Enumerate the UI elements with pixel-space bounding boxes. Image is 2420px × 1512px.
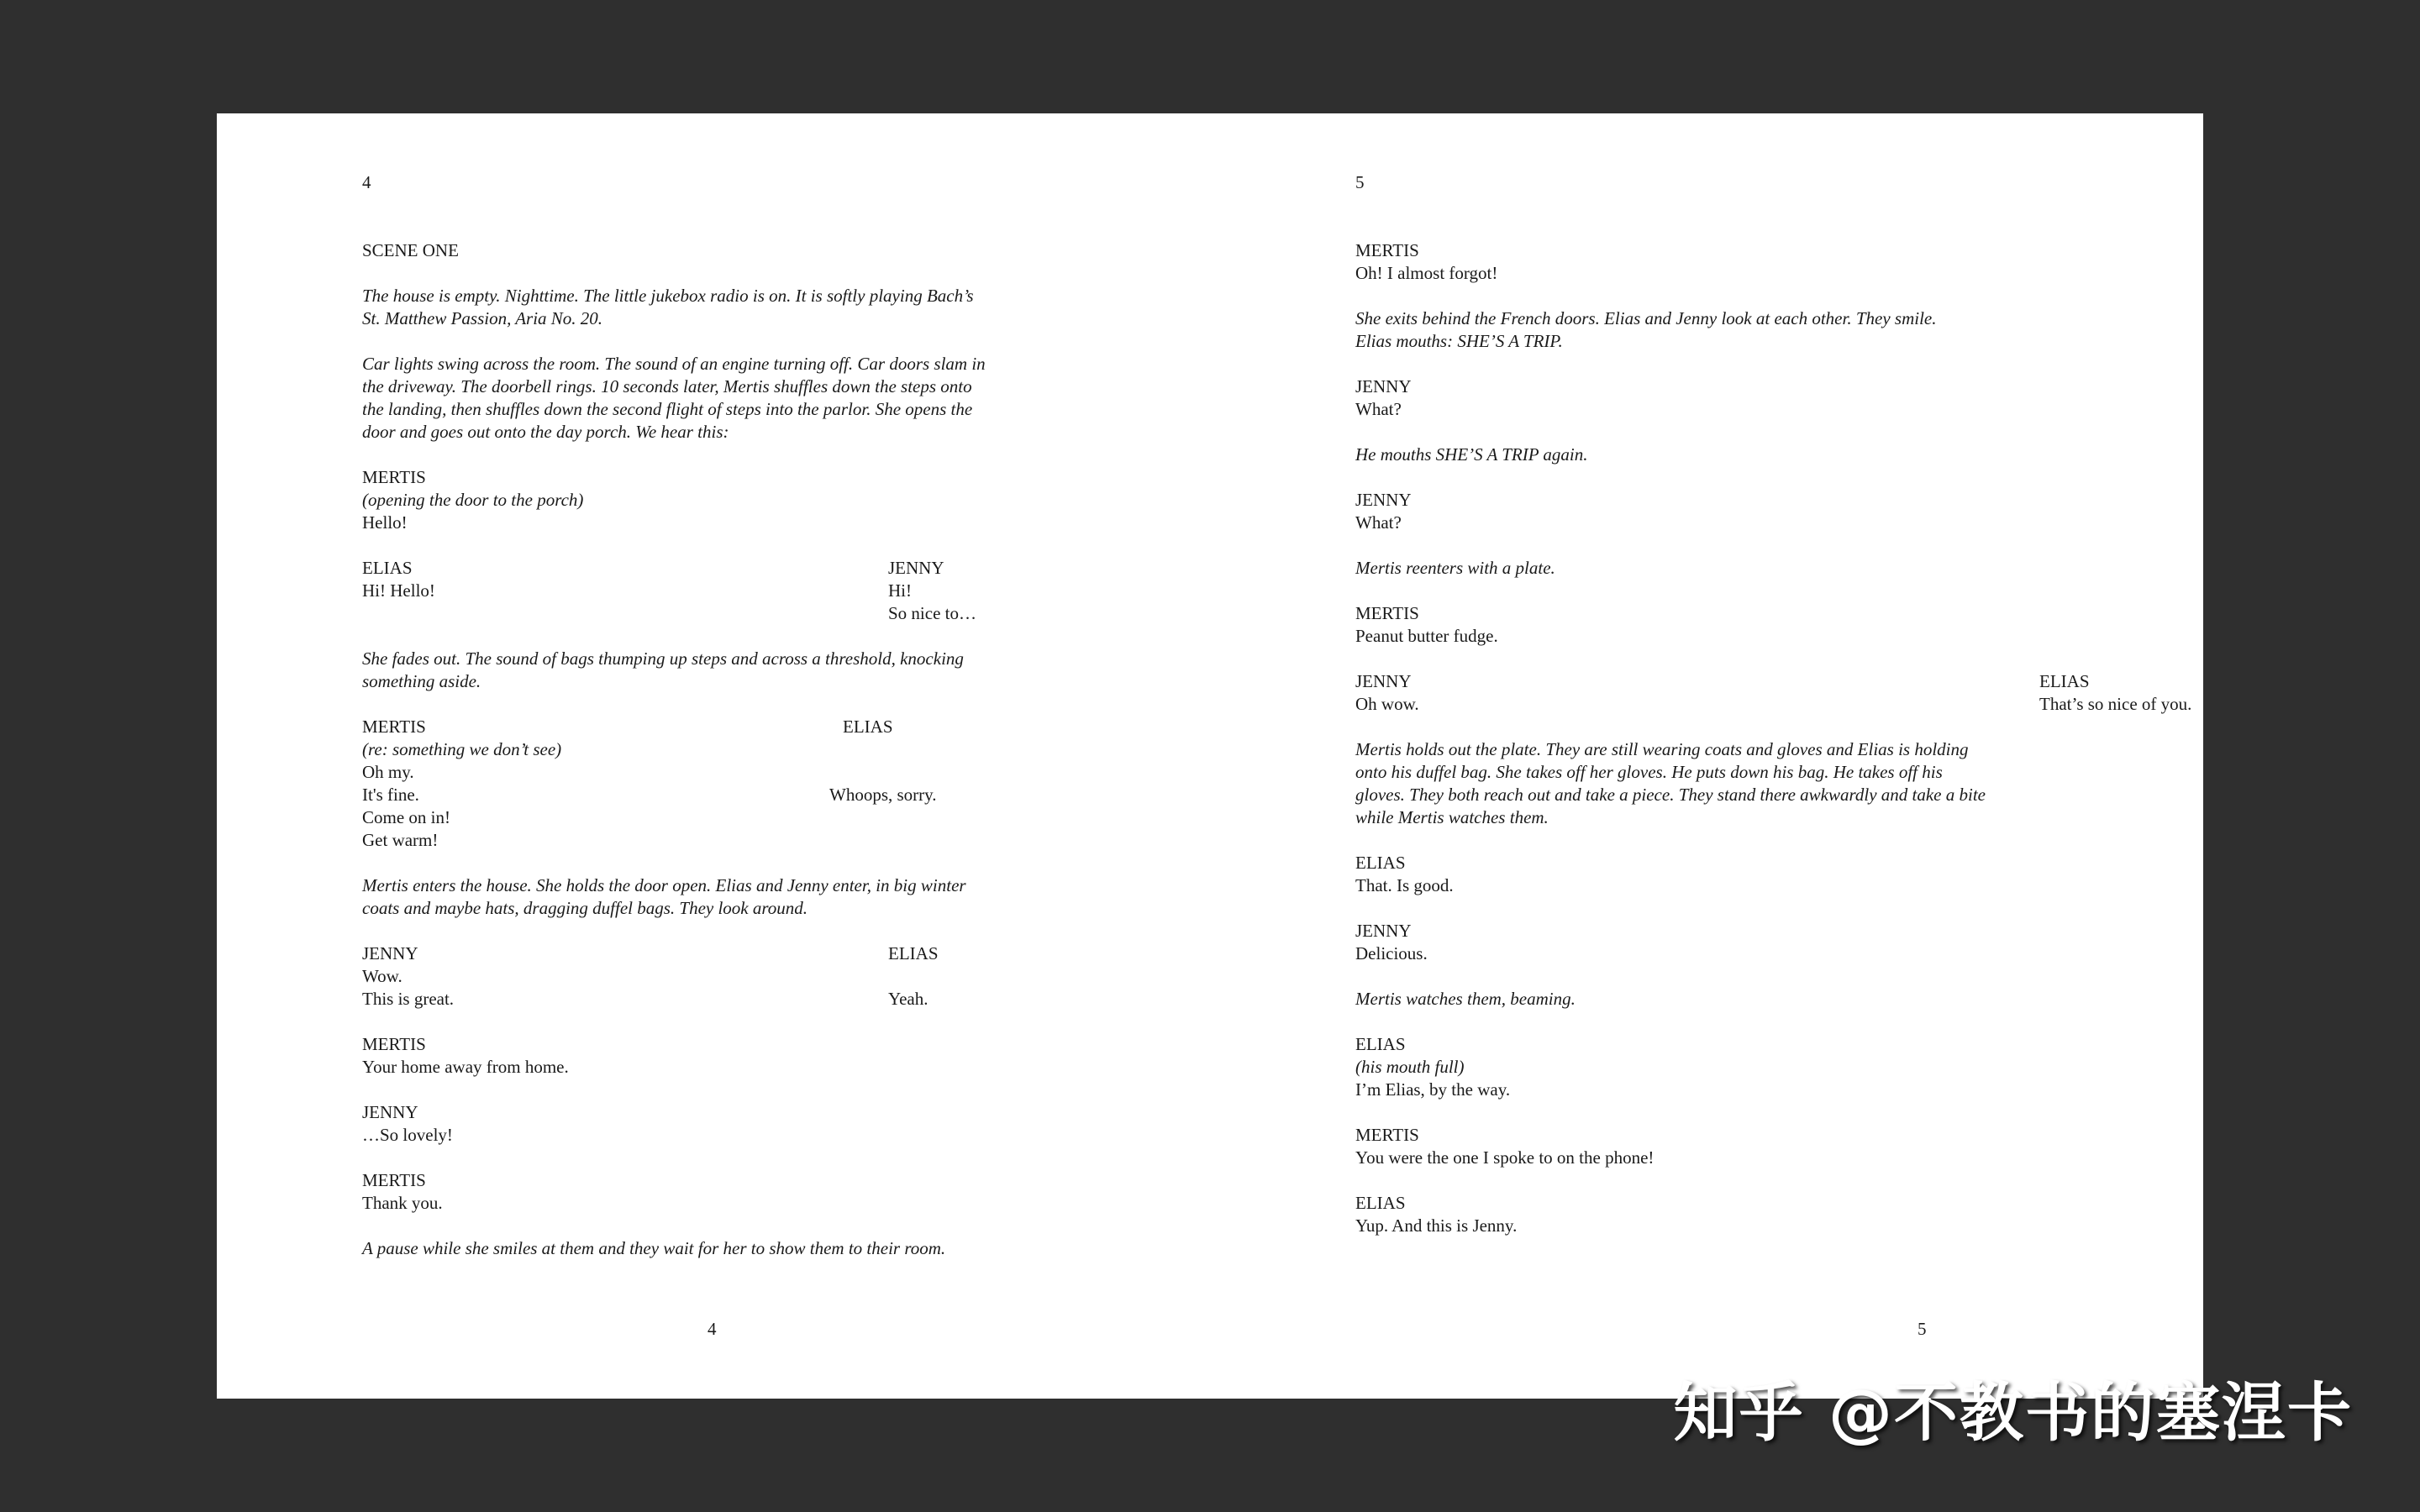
dialogue-line: Oh my.: [362, 762, 414, 782]
dialogue-line: Hi!: [888, 580, 912, 601]
character-name: JENNY: [362, 943, 418, 963]
dialogue-line: Wow.: [362, 966, 402, 986]
character-name: MERTIS: [362, 1170, 426, 1190]
stage-direction: Mertis reenters with a plate.: [1355, 558, 1555, 578]
page-header-number: 5: [1355, 172, 1365, 192]
dialogue-line: Yup. And this is Jenny.: [1355, 1215, 1518, 1236]
character-name: ELIAS: [2039, 671, 2090, 691]
stage-direction: Mertis enters the house. She holds the door open. Elias and Jenny enter, in big winter: [362, 875, 966, 895]
page-header-number: 4: [362, 172, 371, 192]
stage-direction: The house is empty. Nighttime. The little jukebox radio is on. It is softly playing Bach’s: [362, 286, 974, 306]
dialogue-line: Peanut butter fudge.: [1355, 626, 1498, 646]
dialogue-line: Hi! Hello!: [362, 580, 435, 601]
stage-direction: She exits behind the French doors. Elias and Jenny look at each other. They smile.: [1355, 308, 1937, 328]
dialogue-line: You were the one I spoke to on the phone!: [1355, 1147, 1655, 1168]
right-page: [1210, 113, 2203, 1399]
character-name: ELIAS: [1355, 853, 1406, 873]
dialogue-line: This is great.: [362, 989, 455, 1009]
dialogue-line: Come on in!: [362, 807, 450, 827]
left-page: [217, 113, 1210, 1399]
scene-heading: SCENE ONE: [362, 240, 459, 260]
stage-direction: gloves. They both reach out and take a piece. They stand there awkwardly and take a bite: [1355, 785, 1986, 805]
dialogue-line: What?: [1355, 399, 1402, 419]
dialogue-line: It's fine.: [362, 785, 419, 805]
stage-direction: onto his duffel bag. She takes off her gloves. He puts down his bag. He takes off his: [1355, 762, 1943, 782]
dialogue-line: Delicious.: [1355, 943, 1428, 963]
character-name: JENNY: [362, 1102, 418, 1122]
dialogue-line: …So lovely!: [362, 1125, 453, 1145]
character-name: MERTIS: [362, 717, 426, 737]
character-name: ELIAS: [1355, 1193, 1406, 1213]
character-name: MERTIS: [1355, 1125, 1419, 1145]
stage-direction: Car lights swing across the room. The sound of an engine turning off. Car doors slam in: [362, 354, 986, 374]
dialogue-line: So nice to…: [888, 603, 976, 623]
stage-direction: She fades out. The sound of bags thumping up steps and across a threshold, knocking: [362, 648, 964, 669]
character-name: MERTIS: [362, 1034, 426, 1054]
stage-direction: something aside.: [362, 671, 481, 691]
character-name: JENNY: [1355, 921, 1412, 941]
stage-direction: Mertis watches them, beaming.: [1355, 989, 1576, 1009]
stage-direction: coats and maybe hats, dragging duffel bags. They look around.: [362, 898, 808, 918]
dialogue-line: Yeah.: [888, 989, 929, 1009]
dialogue-line: What?: [1355, 512, 1402, 533]
dialogue-line: Get warm!: [362, 830, 439, 850]
dialogue-line: Thank you.: [362, 1193, 443, 1213]
stage-direction: He mouths SHE’S A TRIP again.: [1355, 444, 1588, 465]
character-name: ELIAS: [888, 943, 939, 963]
stage-direction: the driveway. The doorbell rings. 10 seconds later, Mertis shuffles down the steps onto: [362, 376, 972, 396]
dialogue-line: Oh wow.: [1355, 694, 1419, 714]
dialogue-line: Your home away from home.: [362, 1057, 569, 1077]
dialogue-line: That’s so nice of you.: [2039, 694, 2192, 714]
character-name: MERTIS: [1355, 603, 1419, 623]
character-name: JENNY: [1355, 376, 1412, 396]
dialogue-line: Hello!: [362, 512, 408, 533]
page-footer-number: 5: [1918, 1319, 1927, 1339]
character-name: JENNY: [1355, 671, 1412, 691]
character-name: ELIAS: [843, 717, 893, 737]
parenthetical: (his mouth full): [1355, 1057, 1465, 1077]
stage-direction: A pause while she smiles at them and they wait for her to show them to their room.: [362, 1238, 946, 1258]
character-name: JENNY: [1355, 490, 1412, 510]
stage-direction: while Mertis watches them.: [1355, 807, 1549, 827]
document-spread: [217, 113, 2203, 1399]
dialogue-line: Whoops, sorry.: [829, 785, 937, 805]
parenthetical: (re: something we don’t see): [362, 739, 562, 759]
parenthetical: (opening the door to the porch): [362, 490, 584, 510]
stage-direction: the landing, then shuffles down the second flight of steps into the parlor. She opens the: [362, 399, 973, 419]
character-name: JENNY: [888, 558, 944, 578]
stage-direction: Elias mouths: SHE’S A TRIP.: [1355, 331, 1563, 351]
dialogue-line: That. Is good.: [1355, 875, 1454, 895]
watermark-text: 知乎 @不教书的塞涅卡: [1673, 1375, 2353, 1450]
stage-direction: Mertis holds out the plate. They are still wearing coats and gloves and Elias is holding: [1355, 739, 1969, 759]
page-footer-number: 4: [708, 1319, 717, 1339]
character-name: MERTIS: [362, 467, 426, 487]
stage-direction: door and goes out onto the day porch. We hear this:: [362, 422, 729, 442]
character-name: ELIAS: [1355, 1034, 1406, 1054]
dialogue-line: Oh! I almost forgot!: [1355, 263, 1498, 283]
stage-direction: St. Matthew Passion, Aria No. 20.: [362, 308, 603, 328]
dialogue-line: I’m Elias, by the way.: [1355, 1079, 1511, 1100]
character-name: MERTIS: [1355, 240, 1419, 260]
character-name: ELIAS: [362, 558, 413, 578]
